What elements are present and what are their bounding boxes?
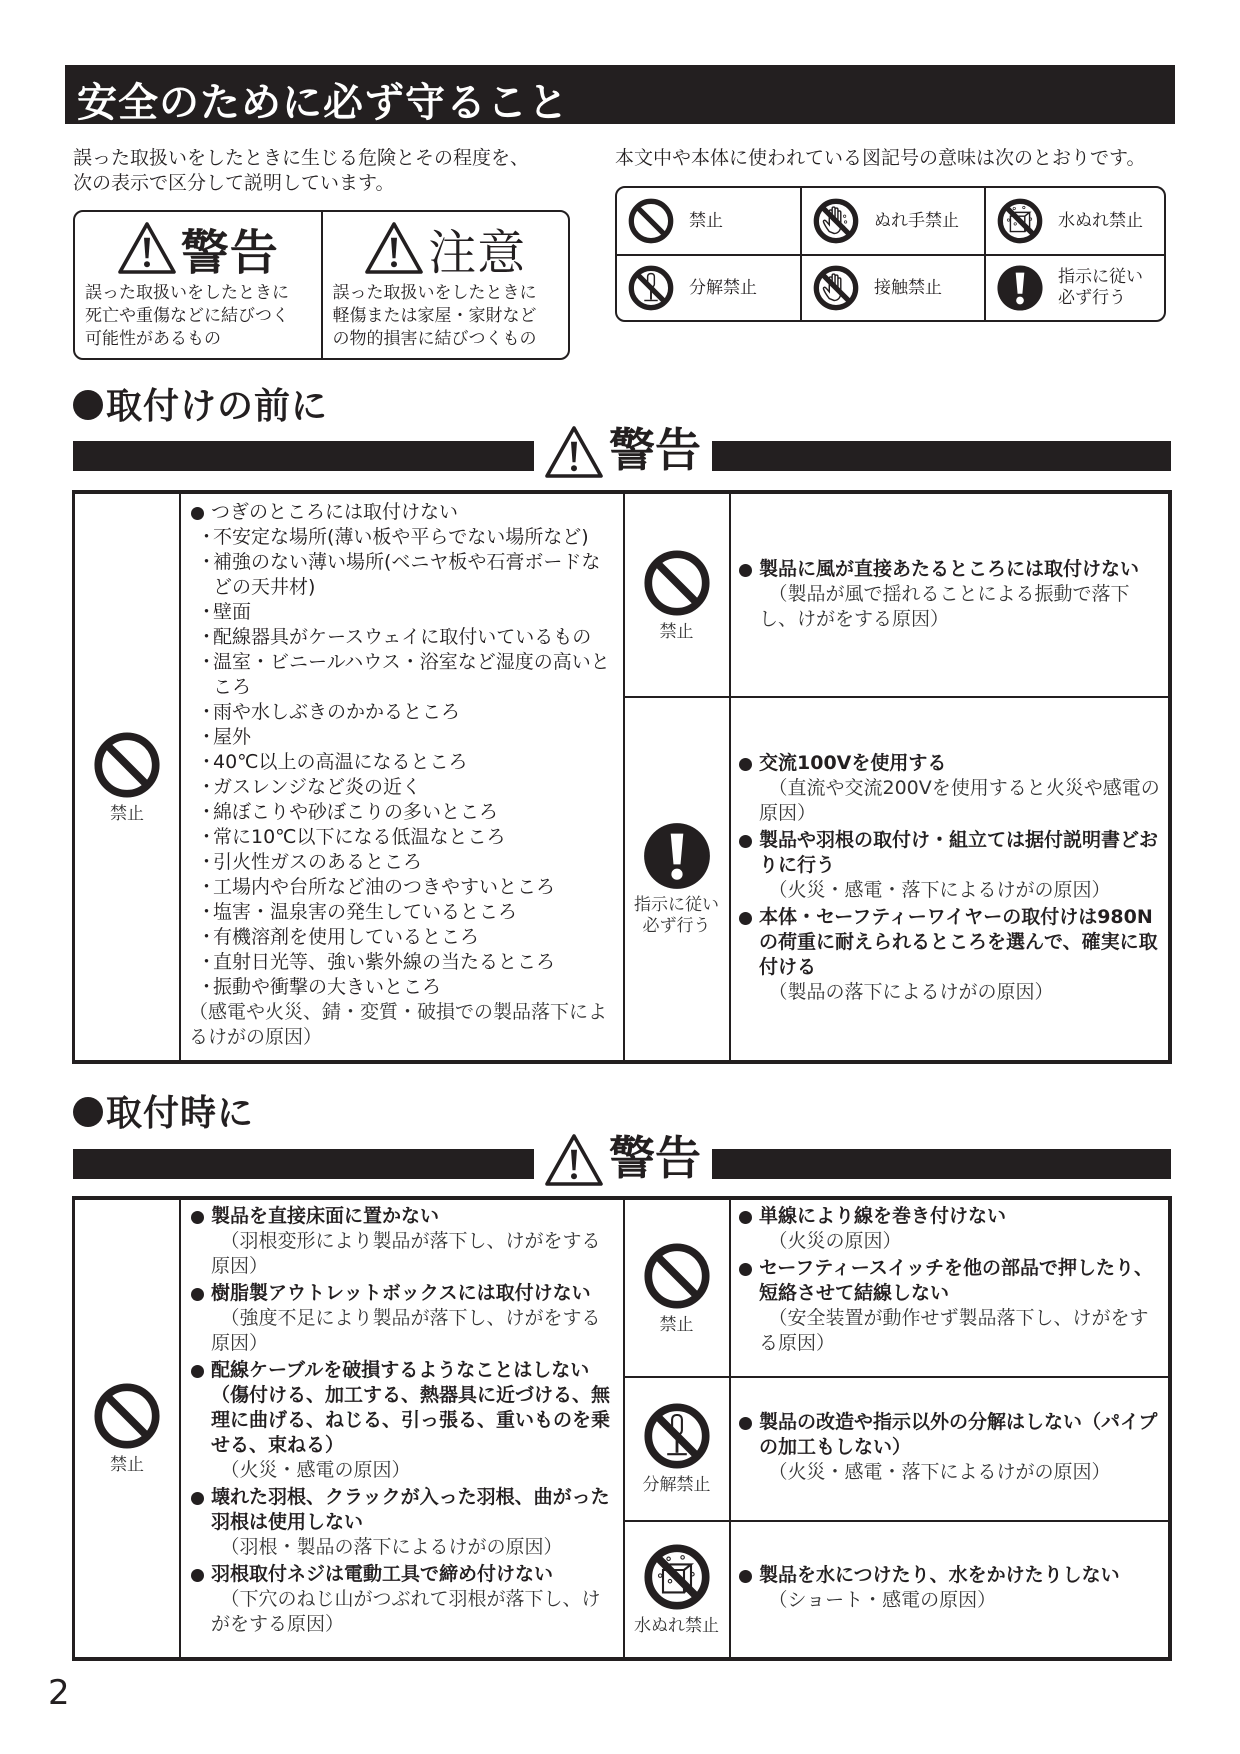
item-main-text: 製品の改造や指示以外の分解はしない（パイプの加工もしない） bbox=[759, 1411, 1158, 1458]
item-reason-text: （下穴のねじ山がつぶれて羽根が落下し、けがをする原因） bbox=[211, 1588, 601, 1635]
bullet-icon bbox=[191, 1211, 204, 1224]
item-reason-text: （直流や交流200Vを使用すると火災や感電の原因） bbox=[759, 776, 1160, 824]
prohibited-icon bbox=[92, 730, 162, 800]
legend-caution-desc-line: 誤った取扱いをしたときに bbox=[332, 283, 537, 303]
legend-caution-desc-line: 軽傷または家屋・家財など bbox=[332, 306, 537, 326]
prohibited-icon bbox=[642, 1241, 712, 1311]
list-item: ・ 振動や衝撃の大きいところ bbox=[189, 975, 619, 1000]
bullet-icon bbox=[739, 564, 752, 577]
list-item: ・ 不安定な場所(薄い板や平らでない場所など) bbox=[189, 525, 619, 550]
intro-text-left bbox=[73, 146, 529, 196]
warning-table-before-install bbox=[72, 490, 1172, 1064]
legend-caution-label: 注意 bbox=[428, 224, 527, 281]
icon-label: 禁止 bbox=[659, 621, 694, 642]
warning-item bbox=[737, 557, 1167, 632]
item-reason-text: （羽根・製品の落下によるけがの原因） bbox=[220, 1536, 563, 1558]
page-number: 2 bbox=[48, 1673, 70, 1713]
symbol-label-line: 指示に従い bbox=[1058, 267, 1143, 287]
item-main-text: 製品を水につけたり、水をかけたりしない bbox=[759, 1564, 1120, 1586]
bullet-icon bbox=[739, 1417, 752, 1430]
item-reason-text: （火災の原因） bbox=[768, 1230, 902, 1252]
intro-symbols-line: 本文中や本体に使われている図記号の意味は次のとおりです。 bbox=[615, 147, 1146, 169]
banner-bar-right bbox=[712, 1149, 1171, 1179]
icon-cell-prohibited bbox=[75, 494, 179, 1060]
symbol-no-touch bbox=[800, 254, 984, 320]
list-item: ・ 屋外 bbox=[189, 725, 619, 750]
no-touch-icon bbox=[812, 264, 860, 312]
text-cell bbox=[189, 1204, 619, 1639]
bullet-dot bbox=[73, 390, 103, 420]
intro-text-right bbox=[615, 146, 1145, 171]
mandatory-action-icon bbox=[996, 264, 1044, 312]
warning-banner bbox=[73, 425, 1171, 481]
warning-item bbox=[737, 1563, 1167, 1613]
warning-banner bbox=[73, 1133, 1171, 1189]
list-item: ・ 工場内や台所など油のつきやすいところ bbox=[189, 875, 619, 900]
list-item: ・ 配線器具がケースウェイに取付いているもの bbox=[189, 625, 619, 650]
icon-label-line: 必ず行う bbox=[642, 915, 711, 936]
icon-cell-prohibited bbox=[624, 1200, 729, 1376]
no-water-icon bbox=[996, 197, 1044, 245]
banner-bar-left bbox=[73, 1149, 534, 1179]
section-heading-text: 取付けの前に bbox=[106, 386, 329, 427]
list-item: ・ 常に10℃以下になる低温なところ bbox=[189, 825, 619, 850]
item-main-text: 配線ケーブルを破損するようなことはしない（傷付ける、加工する、熱器具に近づける、無理に曲げる、ねじる、引っ張る、重いものを乗せる、束ねる） bbox=[211, 1359, 611, 1456]
icon-cell-prohibited bbox=[75, 1200, 179, 1657]
prohibited-icon bbox=[92, 1381, 162, 1451]
no-disassembly-icon bbox=[627, 264, 675, 312]
item-main-text: 製品を直接床面に置かない bbox=[211, 1205, 440, 1227]
symbol-label: ぬれ手禁止 bbox=[874, 210, 959, 231]
prohibited-locations-list bbox=[189, 500, 619, 1050]
bullet-icon bbox=[191, 1288, 204, 1301]
symbol-prohibited bbox=[617, 188, 800, 254]
legend-caution bbox=[321, 212, 569, 358]
warning-item bbox=[737, 751, 1167, 826]
icon-cell-no-disassembly bbox=[624, 1377, 729, 1520]
symbol-label bbox=[1058, 267, 1143, 309]
item-reason-text: （製品の落下によるけがの原因） bbox=[768, 980, 1054, 1003]
symbol-no-wet-hands bbox=[800, 188, 984, 254]
symbol-no-disassembly bbox=[617, 254, 800, 320]
mandatory-action-icon bbox=[642, 821, 712, 891]
banner-warning-label: 警告 bbox=[609, 1131, 701, 1185]
legend-caution-description bbox=[333, 282, 537, 351]
text-cell bbox=[737, 1377, 1167, 1520]
symbol-label: 水ぬれ禁止 bbox=[1058, 210, 1143, 231]
bullet-dot bbox=[73, 1097, 103, 1127]
item-main-text: 羽根取付ネジは電動工具で締め付けない bbox=[211, 1563, 554, 1585]
icon-label bbox=[634, 895, 719, 937]
item-reason-text: （製品が風で揺れることによる振動で落下し、けがをする原因） bbox=[759, 582, 1130, 630]
legend-warning-description bbox=[85, 282, 289, 351]
list-item: ・ 40℃以上の高温になるところ bbox=[189, 750, 619, 775]
bullet-icon bbox=[739, 1211, 752, 1224]
icon-cell-prohibited bbox=[624, 494, 729, 696]
icon-cell-no-water bbox=[624, 1521, 729, 1657]
warning-item bbox=[189, 1358, 619, 1483]
list-item: ・ 塩害・温泉害の発生しているところ bbox=[189, 900, 619, 925]
warning-item bbox=[737, 1256, 1167, 1356]
warning-item bbox=[189, 1562, 619, 1637]
item-reason-text: （感電や火災、錆・変質・破損での製品落下によるけがの原因） bbox=[189, 1001, 608, 1048]
warning-item bbox=[189, 1281, 619, 1356]
banner-warning-label: 警告 bbox=[609, 423, 701, 477]
warning-item bbox=[189, 1204, 619, 1279]
hazard-level-legend bbox=[73, 210, 570, 360]
legend-warning bbox=[75, 212, 321, 358]
section-heading-before-install bbox=[73, 378, 328, 429]
text-cell bbox=[737, 1521, 1167, 1657]
list-item: ・ 引火性ガスのあるところ bbox=[189, 850, 619, 875]
item-main-text: 壊れた羽根、クラックが入った羽根、曲がった羽根は使用しない bbox=[211, 1486, 610, 1533]
list-item: ・ 補強のない薄い場所(ベニヤ板や石膏ボードなどの天井材) bbox=[189, 550, 619, 600]
item-reason-text: （強度不足により製品が落下し、けがをする原因） bbox=[211, 1307, 601, 1354]
prohibited-icon bbox=[627, 197, 675, 245]
list-item: ・ 温室・ビニールハウス・浴室など湿度の高いところ bbox=[189, 650, 619, 700]
bullet-icon bbox=[191, 1365, 204, 1378]
section-heading-during-install bbox=[73, 1085, 254, 1136]
icon-label: 禁止 bbox=[110, 1455, 144, 1475]
item-main-text: 交流100Vを使用する bbox=[759, 751, 947, 774]
list-item: ・ 壁面 bbox=[189, 600, 619, 625]
warning-table-during-install bbox=[72, 1196, 1172, 1661]
icon-cell-mandatory bbox=[624, 697, 729, 1060]
list-item: ・ ガスレンジなど炎の近く bbox=[189, 775, 619, 800]
legend-warning-desc-line: 可能性があるもの bbox=[85, 329, 221, 349]
banner-bar-right bbox=[712, 441, 1171, 471]
legend-warning-desc-line: 誤った取扱いをしたときに bbox=[85, 283, 289, 303]
item-main-text: 製品に風が直接あたるところには取付けない bbox=[759, 557, 1140, 580]
list-item: ・ 雨や水しぶきのかかるところ bbox=[189, 700, 619, 725]
item-main-text: つぎのところには取付けない bbox=[211, 501, 459, 523]
no-wet-hands-icon bbox=[812, 197, 860, 245]
no-disassembly-icon bbox=[642, 1401, 712, 1471]
page-title-bar bbox=[65, 65, 1175, 124]
intro-line-2: 次の表示で区分して説明しています。 bbox=[73, 172, 395, 194]
warning-triangle-icon bbox=[543, 425, 605, 479]
item-reason-text: （火災・感電・落下によるけがの原因） bbox=[768, 1461, 1111, 1483]
text-cell bbox=[737, 1204, 1167, 1358]
intro-line-1: 誤った取扱いをしたときに生じる危険とその程度を、 bbox=[73, 147, 530, 169]
symbol-mandatory-action bbox=[984, 254, 1164, 320]
bullet-icon bbox=[191, 507, 204, 520]
warning-item bbox=[737, 828, 1167, 903]
icon-label: 分解禁止 bbox=[642, 1475, 711, 1495]
bullet-icon bbox=[191, 1569, 204, 1582]
item-main-text: セーフティースイッチを他の部品で押したり、短絡させて結線しない bbox=[759, 1257, 1154, 1304]
warning-item bbox=[737, 1204, 1167, 1254]
bullet-icon bbox=[191, 1492, 204, 1505]
item-main-text: 製品や羽根の取付け・組立ては据付説明書どおりに行う bbox=[759, 828, 1159, 876]
section-heading-text: 取付時に bbox=[106, 1093, 255, 1134]
item-reason-text: （ショート・感電の原因） bbox=[768, 1589, 997, 1611]
bullet-icon bbox=[739, 758, 752, 771]
item-main-text: 単線により線を巻き付けない bbox=[759, 1205, 1007, 1227]
page-title: 安全のために必ず守ること bbox=[77, 80, 569, 126]
warning-triangle-icon bbox=[543, 1133, 605, 1187]
item-main-text: 樹脂製アウトレットボックスには取付けない bbox=[211, 1282, 591, 1304]
item-reason-text: （羽根変形により製品が落下し、けがをする原因） bbox=[211, 1230, 601, 1277]
legend-warning-label: 警告 bbox=[180, 224, 279, 281]
warning-item bbox=[737, 905, 1167, 1005]
symbol-label: 禁止 bbox=[689, 210, 723, 231]
item-reason-text: （火災・感電の原因） bbox=[220, 1459, 411, 1481]
item-reason-text: （安全装置が動作せず製品落下し、けがをする原因） bbox=[759, 1307, 1149, 1354]
symbol-no-water bbox=[984, 188, 1164, 254]
bullet-icon bbox=[739, 835, 752, 848]
list-item: ・ 綿ぼこりや砂ぼこりの多いところ bbox=[189, 800, 619, 825]
symbol-label-line: 必ず行う bbox=[1058, 288, 1126, 308]
warning-item bbox=[189, 1485, 619, 1560]
symbol-legend-table bbox=[615, 186, 1166, 322]
text-cell bbox=[737, 697, 1167, 1060]
legend-warning-desc-line: 死亡や重傷などに結びつく bbox=[85, 306, 289, 326]
caution-triangle-icon bbox=[364, 221, 424, 275]
list-item: ・ 直射日光等、強い紫外線の当たるところ bbox=[189, 950, 619, 975]
icon-label: 禁止 bbox=[110, 803, 144, 824]
icon-label: 禁止 bbox=[659, 1314, 694, 1335]
prohibited-icon bbox=[642, 548, 712, 618]
legend-caution-desc-line: の物的損害に結びつくもの bbox=[332, 329, 537, 349]
list-item: ・ 有機溶剤を使用しているところ bbox=[189, 925, 619, 950]
warning-item bbox=[737, 1410, 1167, 1485]
item-main-text: 本体・セーフティーワイヤーの取付けは980Nの荷重に耐えられるところを選んで、確実に取付ける bbox=[759, 905, 1158, 978]
bullet-icon bbox=[739, 1263, 752, 1276]
bullet-icon bbox=[739, 1570, 752, 1583]
icon-label-line: 指示に従い bbox=[634, 894, 719, 915]
icon-label: 水ぬれ禁止 bbox=[634, 1615, 719, 1636]
symbol-label: 接触禁止 bbox=[874, 277, 942, 298]
symbol-label: 分解禁止 bbox=[689, 277, 757, 298]
text-cell bbox=[737, 494, 1167, 696]
item-reason-text: （火災・感電・落下によるけがの原因） bbox=[768, 878, 1111, 901]
bullet-icon bbox=[739, 912, 752, 925]
no-water-icon bbox=[642, 1542, 712, 1612]
banner-bar-left bbox=[73, 441, 534, 471]
warning-triangle-icon bbox=[117, 221, 177, 275]
